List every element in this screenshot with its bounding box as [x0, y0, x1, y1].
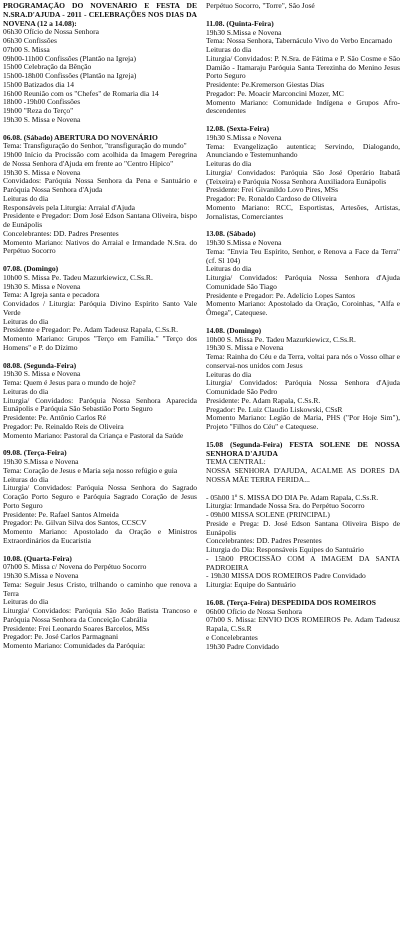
schedule-line: 19h00 Início da Procissão com acolhida da Imagem Peregrina de Nossa Senhora d'Ajuda em frente ao "Centro Hípico"	[3, 150, 197, 168]
schedule-line: 10h00 S. Missa Pe. Tadeu Mazurkiewicz, C.Ss.R.	[3, 272, 153, 282]
schedule-line: 09h00-11h00 Confissões (Plantão na Igreja)	[3, 53, 137, 63]
right-column	[200, 2, 400, 929]
schedule-line: Presidente: Pe. Adam Rapala, C.Ss.R.	[206, 395, 321, 405]
schedule-line: Leituras do dia	[3, 193, 49, 203]
schedule-line: e Concelebrantes	[206, 632, 258, 642]
schedule-line: Leituras do dia	[206, 369, 252, 379]
schedule-line: Momento Mariano: RCC, Esportistas, Artesões, Artistas, Jornalistas, Comerciantes	[206, 202, 400, 221]
schedule-line: Pregador: Pe. Luiz Claudio Liskowski, CSsR	[206, 404, 343, 414]
schedule-line: 07h00 S. Missa: ENVIO DOS ROMEIROS Pe. Adam Tadeusz Rapala, C.Ss.R	[206, 615, 400, 633]
schedule-line: Preside e Prega: D. José Edson Santana Oliveira Bispo de Eunápolis	[206, 518, 400, 537]
schedule-line: Leituras do dia	[3, 316, 49, 326]
schedule-line: 19h30 S. Missa e Novena	[3, 281, 81, 291]
schedule-line: Pregador: Pe. Moacir Marconcini Mozer, MC	[206, 88, 344, 98]
section-heading: 14.08. (Domingo)	[206, 325, 262, 335]
schedule-line: Momento Mariano: Pastoral da Criança e Pastoral da Saúde	[3, 430, 184, 440]
schedule-line: Perpétuo Socorro, "Torre", São José	[206, 2, 315, 10]
schedule-line: Presidente e Pregador: Dom José Edson Santana Oliveira, bispo de Eunápolis	[3, 211, 197, 229]
section-heading: 12.08. (Sexta-Feira)	[206, 124, 270, 133]
section-heading: 08.08. (Segunda-Feira)	[3, 360, 77, 370]
schedule-line: Tema: Transfiguração do Senhor, "transfiguração do mundo"	[3, 141, 187, 151]
schedule-line: 19h30 S. Missa e Novena	[206, 343, 284, 353]
section-heading: PROGRAMAÇÃO DO NOVENÁRIO E FESTA DE N.SRA.D'AJUDA - 2011 - CELEBRAÇÕES NOS DIAS DA NOVENA (12 a 14.08):	[3, 2, 197, 28]
schedule-line: Liturgia/ Convidados: Paróquia Nossa Senhora d'Ajuda Comunidade São Pedro	[206, 378, 400, 396]
schedule-line: Liturgia/ Convidados: Paróquia São João Batista Trancoso e Paróquia Nossa Senhora da Conceição Cabrália	[3, 606, 197, 624]
schedule-line: Responsáveis pela Liturgia: Arraial d'Ajuda	[3, 202, 136, 212]
schedule-line: 19h30 S.Missa e Novena	[3, 571, 79, 580]
section-heading: 13.08. (Sábado)	[206, 229, 256, 239]
schedule-line: 19h30 S.Missa e Novena	[206, 27, 282, 37]
section-heading: 09.08. (Terça-Feira)	[3, 448, 67, 458]
schedule-line: 06h30 Confissões	[3, 36, 57, 45]
schedule-line: 15h00 Celebração da Bênção	[3, 62, 92, 72]
schedule-line: 06h30 Ofício de Nossa Senhora	[3, 27, 99, 37]
schedule-line: 07h00 S. Missa	[3, 44, 50, 54]
schedule-line: Liturgia do Dia: Responsáveis Equipes do Santuário	[206, 545, 364, 554]
schedule-line: Leituras do dia	[206, 45, 252, 54]
schedule-line: - 15h00 PROCISSÃO COM A IMAGEM DA SANTA PADROEIRA	[206, 553, 400, 572]
schedule-line: Liturgia: Irmandade Nossa Sra. do Perpétuo Socorro	[206, 501, 365, 511]
schedule-line: - 09h00 MISSA SOLENE (PRINCIPAL)	[206, 510, 330, 519]
schedule-line: Pregador: Pe. José Carlos Parmagnani	[3, 632, 119, 642]
schedule-line: 19h30 Padre Convidado	[206, 641, 279, 651]
schedule-line: Momento Mariano: Apostolado da Oração, Coroinhas, "Alfa e Ômega", Catequese.	[206, 299, 400, 317]
schedule-line: 15h00 Batizados dia 14	[3, 79, 75, 89]
schedule-line: Presidente: Pe. Rafael Santos Almeida	[3, 509, 119, 519]
schedule-line: Momento Mariano: Legião de Maria, PHS ("Por Hoje Sim"), Projeto "Filhos do Céu" e Catequese.	[206, 413, 400, 431]
schedule-line: 07h00 S. Missa c/ Novena do Perpétuo Socorro	[3, 562, 147, 572]
schedule-line: Presidente e Pregador: Pe. Adelício Lopes Santos	[206, 290, 356, 300]
schedule-line: Liturgia/ Convidados: Paróquia Nossa Senhora Aparecida Eunápolis e Paróquia São Sebastião Porto Seguro	[3, 395, 197, 414]
schedule-line: Tema: A Igreja santa e pecadora	[3, 290, 100, 300]
schedule-line: Tema: Coração de Jesus e Maria seja nosso refúgio e guia	[3, 465, 178, 475]
schedule-line: Liturgia/ Convidados: Paróquia Nossa Senhora do Sagrado Coração Porto Seguro e Paróquia Sagrado Coração de Jesus Porto Seguro	[3, 483, 197, 510]
schedule-line: TEMA CENTRAL:	[206, 457, 266, 467]
left-column	[3, 2, 200, 929]
schedule-line: Momento Mariano: Apostolado da Oração e Ministros Extraordinários da Eucaristia	[3, 527, 197, 545]
schedule-line: Tema: Rainha do Céu e da Terra, voltai para nós o Vosso olhar e conservai-nos unidos com Jesus	[206, 352, 400, 370]
schedule-line: Pregador: Pe. Gilvan Silva dos Santos, CCSCV	[3, 518, 147, 528]
schedule-line: Presidente: Pe.Kremerson Giestas Dias	[206, 80, 325, 89]
schedule-line: Tema: Evangelização autentica; Servindo, Dialogando, Anunciando e Testemunhando	[206, 141, 400, 160]
schedule-line: Momento Mariano: Nativos do Arraial e Irmandade N.Sra. do Perpétuo Socorro	[3, 237, 197, 256]
schedule-line: Presidente: Pe. Antônio Carlos Ré	[3, 413, 106, 422]
schedule-line: Pregador: Pe. Reinaldo Reis de Oliveira	[3, 421, 124, 431]
section-heading: 16.08. (Terça-Feira) DESPEDIDA DOS ROMEIROS	[206, 597, 376, 607]
schedule-line: 19h30 S.Missa e Novena	[206, 238, 282, 247]
schedule-line: Leituras do dia	[3, 597, 49, 607]
schedule-line: 06h00 Ofício de Nossa Senhora	[206, 606, 302, 616]
schedule-line: Convidados / Liturgia: Paróquia Divino Espírito Santo Vale Verde	[3, 299, 197, 317]
schedule-line: Leituras do dia	[206, 264, 252, 274]
schedule-line: 19h00 "Reza do Terço"	[3, 106, 74, 115]
schedule-line: 19h30 S. Missa e Novena	[3, 369, 81, 379]
schedule-line: Tema: "Envia Teu Espírito, Senhor, e Renova a Face da Terra" (cf. Sl 104)	[206, 246, 400, 265]
schedule-line: Momento Mariano: Comunidade Indígena e Grupos Afro-descendentes	[206, 97, 400, 116]
schedule-line: Pregador: Pe. Ronaldo Cardoso de Oliveira	[206, 194, 337, 203]
section-heading: 10.08. (Quarta-Feira)	[3, 553, 72, 563]
section-heading: 11.08. (Quinta-Feira)	[206, 18, 274, 28]
schedule-line: NOSSA SENHORA D'AJUDA, ACALME AS DORES DA NOSSA MÃE TERRA FERIDA...	[206, 466, 400, 484]
section-heading: 15.08 (Segunda-Feira) FESTA SOLENE DE NOSSA SENHORA D'AJUDA	[206, 439, 400, 458]
schedule-line: 18h00 -19h00 Confissões	[3, 97, 81, 107]
schedule-line: Presidente: Frei Leonardo Soares Barcelos, MSs	[3, 623, 150, 633]
schedule-line: Liturgia/ Convidados: P. N.Sra. de Fátima e P. São Cosme e São Damião - Itamaraju Paróquia Santa Terezinha do Menino Jesus Porto Seguro	[206, 53, 400, 81]
schedule-line: 19h30 S. Missa e Novena	[3, 114, 81, 124]
schedule-line: Concelebrantes: DD. Padres Presentes	[206, 536, 322, 546]
section-heading: 06.08. (Sábado) ABERTURA DO NOVENÁRIO	[3, 132, 158, 142]
schedule-line: Leituras do dia	[206, 159, 252, 168]
schedule-line: Convidados: Paróquia Nossa Senhora da Pena e Santuário e Paróquia Nossa Senhora d'Ajuda	[3, 176, 197, 194]
schedule-line: Presidente: Frei Givanildo Lovo Pires, MSs	[206, 185, 339, 195]
schedule-line: Presidente e Pregador: Pe. Adam Tadeusz Rapala, C.Ss.R.	[3, 325, 178, 335]
schedule-line: Liturgia/ Convidados: Paróquia Nossa Senhora d'Ajuda Comunidade São Tiago	[206, 273, 400, 291]
schedule-line: Liturgia: Equipe do Santuário	[206, 580, 296, 589]
schedule-line: Tema: Seguir Jesus Cristo, trilhando o caminho que renova a Terra	[3, 579, 197, 598]
schedule-line: Tema: Quem é Jesus para o mundo de hoje?	[3, 378, 136, 387]
schedule-line: 15h00-18h00 Confissões (Plantão na Igreja)	[3, 71, 137, 80]
schedule-line: Concelebrantes: DD. Padres Presentes	[3, 228, 119, 238]
schedule-line: Tema: Nossa Senhora, Tabernáculo Vivo do Verbo Encarnado	[206, 36, 393, 46]
schedule-line: Leituras do dia	[3, 386, 49, 396]
schedule-line: Leituras do dia	[3, 474, 49, 484]
schedule-line: Momento Mariano: Comunidades da Paróquia:	[3, 641, 146, 650]
schedule-line: - 05h00 1º S. MISSA DO DIA Pe. Adam Rapala, C.Ss.R.	[206, 492, 379, 502]
schedule-line: 10h00 S. Missa Pe. Tadeu Mazurkiewicz, C.Ss.R.	[206, 334, 356, 344]
schedule-line: 16h00 Reunião com os "Chefes" de Romaria dia 14	[3, 88, 159, 98]
schedule-line: Momento Mariano: Grupos "Terço em Família." "Terço dos Homens" e P. do Dízimo	[3, 334, 197, 352]
schedule-line: Liturgia/ Convidados: Paróquia São José Operário Itabatã (Teixeira) e Paróquia Nossa Senhora Auxiliadora Eunápolis	[206, 167, 400, 186]
schedule-line: 19h30 S. Missa e Novena	[3, 167, 81, 177]
schedule-line: 19h30 S.Missa e Novena	[3, 457, 79, 466]
schedule-line: - 19h30 MISSA DOS ROMEIROS Padre Convidado	[206, 571, 366, 581]
section-heading: 07.08. (Domingo)	[3, 264, 59, 273]
schedule-line: 19h30 S.Missa e Novena	[206, 132, 282, 142]
